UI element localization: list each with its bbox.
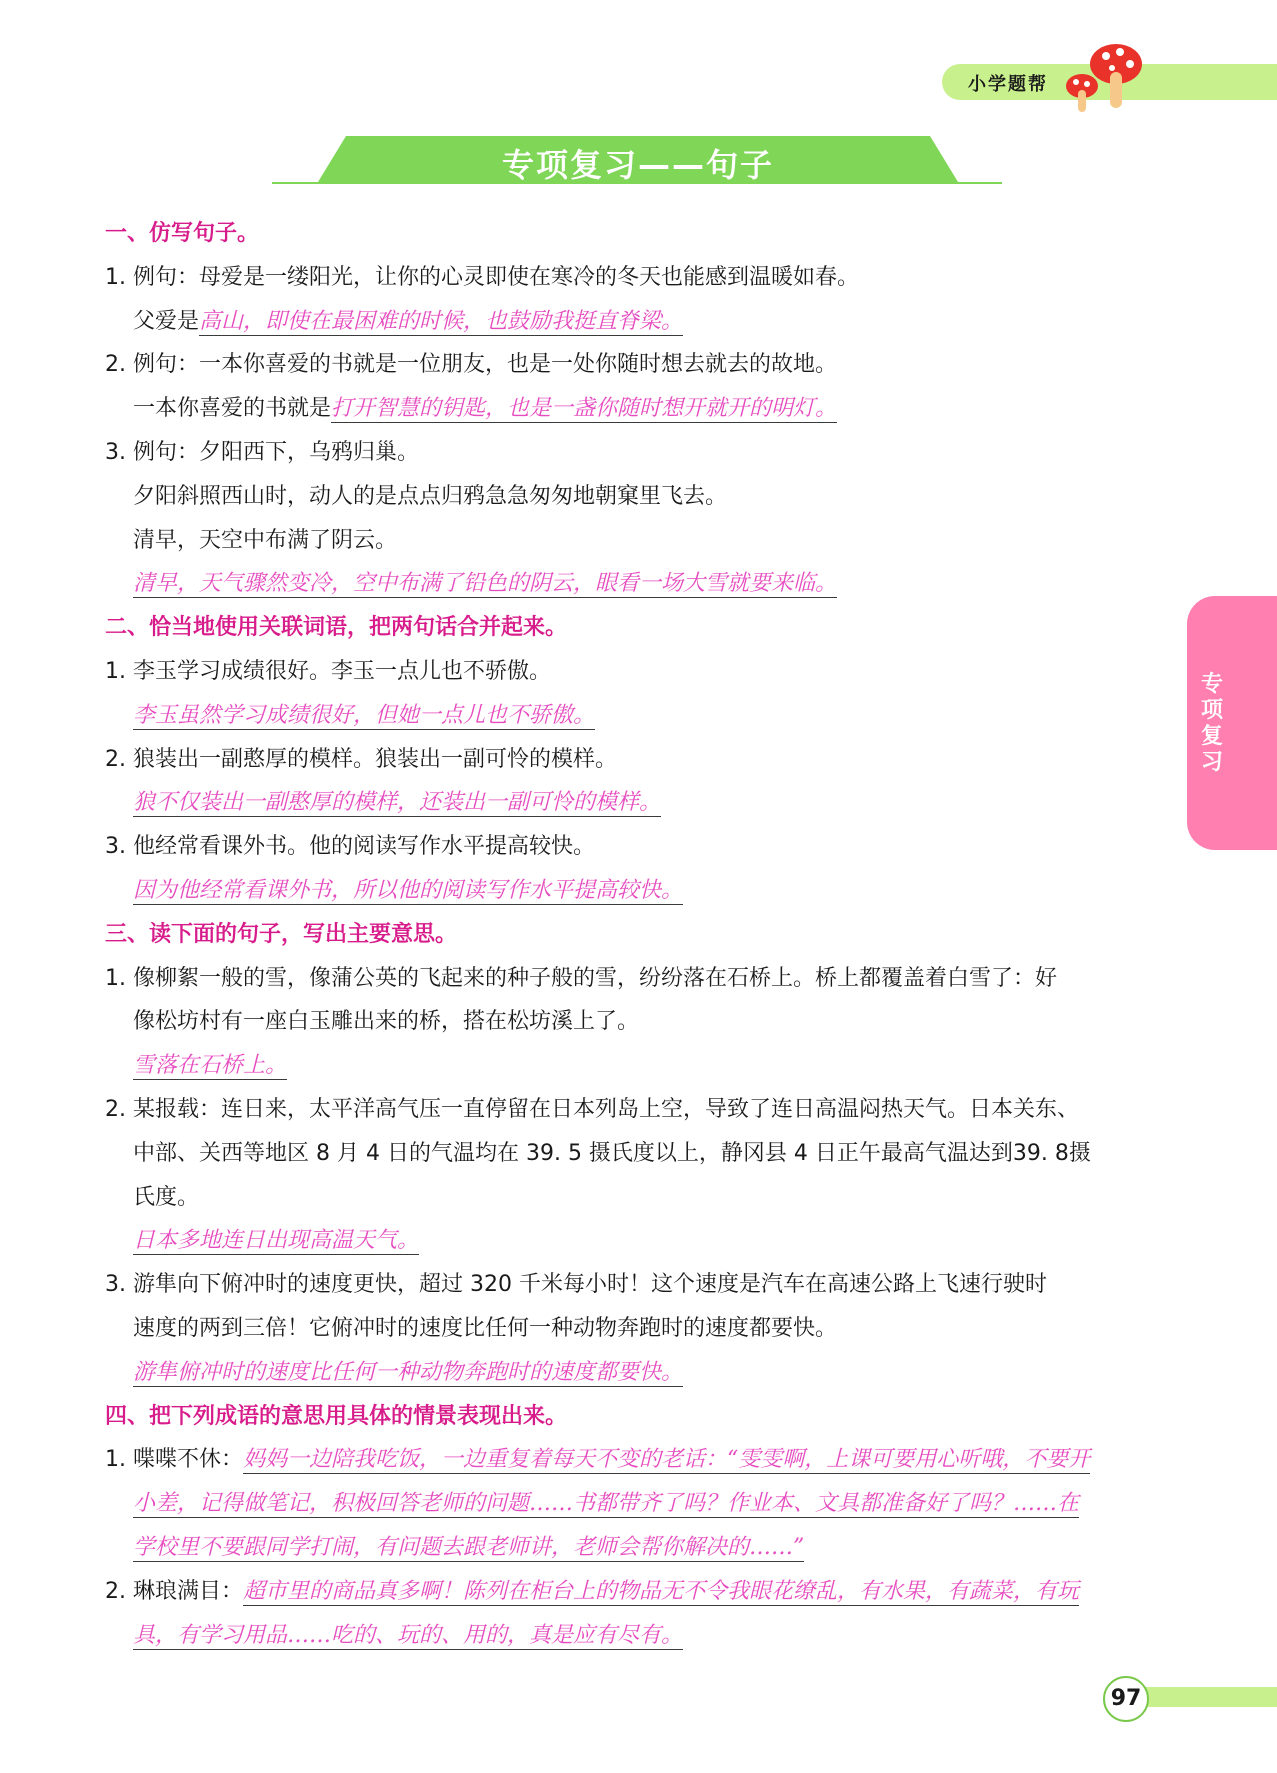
answer-text: 妈妈一边陪我吃饭，一边重复着每天不变的老话：“雯雯啊，上课可要用心听哦，不要开 [243,1447,1091,1473]
question-number: 1. [105,658,126,684]
question-number: 3. [105,834,126,860]
answer-text: 狼不仅装出一副憨厚的模样，还装出一副可怜的模样。 [133,790,662,816]
page-title: 专项复习——句子 [501,146,774,184]
brand-label: 小学题帮 [968,74,1048,95]
question-text: 他经常看课外书。他的阅读写作水平提高较快。 [133,834,596,860]
question [105,1263,1175,1307]
question-text: 氏度。 [133,1184,200,1210]
answer-text: 雪落在石桥上。 [133,1053,288,1079]
question-text: 像松坊村有一座白玉雕出来的桥，搭在松坊溪上了。 [133,1009,640,1035]
question-text: 某报载：连日来，太平洋高气压一直停留在日本列岛上空，导致了连日高温闷热天气。日本关东、 [133,1096,1080,1122]
question-text: 夕阳斜照西山时，动人的是点点归鸦急急匆匆地朝窠里飞去。 [133,483,728,509]
answer-text: 超市里的商品真多啊！陈列在柜台上的物品无不令我眼花缭乱，有水果，有蔬菜，有玩 [243,1578,1080,1604]
answer-line [105,1526,1175,1570]
question [105,431,1175,475]
page-number: 97 [1103,1676,1149,1722]
question-number: 1. [105,1447,126,1473]
question-text: 例句：一本你喜爱的书就是一位朋友，也是一处你随时想去就去的故地。 [133,352,838,378]
answer-text: 打开智慧的钥匙，也是一盏你随时想开就开的明灯。 [331,396,838,422]
question-text: 速度的两到三倍！它俯冲时的速度比任何一种动物奔跑时的速度都要快。 [133,1315,838,1341]
question-number: 2. [105,352,126,378]
answer-prefix: 一本你喜爱的书就是 [133,396,332,422]
answer-text: 游隼俯冲时的速度比任何一种动物奔跑时的速度都要快。 [133,1359,684,1385]
answer-text: 具，有学习用品……吃的、玩的、用的，真是应有尽有。 [133,1622,684,1648]
answer-line [105,1351,1175,1395]
side-tab-label: 专项复习 [1200,672,1223,775]
question [105,1088,1175,1132]
answer-prefix: 父爱是 [133,308,200,334]
answer-line [105,300,1175,344]
question [105,1438,1175,1482]
question-text: 例句：夕阳西下，乌鸦归巢。 [133,439,420,465]
section-heading: 一、仿写句子。 [105,221,260,246]
section-heading: 二、恰当地使用关联词语，把两句话合并起来。 [105,615,568,641]
question-number: 2. [105,746,126,772]
question-text: 清早，天空中布满了阴云。 [133,527,398,553]
answer-line [105,869,1175,913]
question [105,957,1175,1001]
answer-text: 清早，天气骤然变冷，空中布满了铅色的阴云，眼看一场大雪就要来临。 [133,571,838,597]
worksheet-content [105,212,1175,1657]
question-text: 像柳絮一般的雪，像蒲公英的飞起来的种子般的雪，纷纷落在石桥上。桥上都覆盖着白雪了：好 [133,965,1058,991]
answer-line [105,1482,1175,1526]
question [105,256,1175,300]
question-text: 游隼向下俯冲时的速度更快，超过 320 千米每小时！这个速度是汽车在高速公路上飞速行驶时 [133,1272,1047,1298]
mushroom-icon [1060,42,1150,114]
question-number: 1. [105,264,126,290]
answer-line [105,387,1175,431]
question-number: 1. [105,965,126,991]
section-heading: 三、读下面的句子，写出主要意思。 [105,921,458,947]
question-number: 3. [105,439,126,465]
answer-line [105,1044,1175,1088]
answer-line [105,562,1175,606]
question-number: 2. [105,1578,126,1604]
answer-text: 李玉虽然学习成绩很好，但她一点儿也不骄傲。 [133,702,596,728]
answer-line [105,781,1175,825]
section-heading: 四、把下列成语的意思用具体的情景表现出来。 [105,1403,568,1429]
answer-text: 日本多地连日出现高温天气。 [133,1228,420,1254]
question-text: 李玉学习成绩很好。李玉一点儿也不骄傲。 [133,658,552,684]
question-text: 狼装出一副憨厚的模样。狼装出一副可怜的模样。 [133,746,618,772]
question [105,650,1175,694]
question [105,738,1175,782]
question-text: 例句：母爱是一缕阳光，让你的心灵即使在寒冷的冬天也能感到温暖如春。 [133,264,860,290]
idiom-term: 琳琅满目： [133,1578,244,1604]
question [105,343,1175,387]
answer-text: 高山，即使在最困难的时候，也鼓励我挺直脊梁。 [199,308,684,334]
question-number: 3. [105,1272,126,1298]
answer-line [105,1219,1175,1263]
question [105,825,1175,869]
answer-text: 因为他经常看课外书，所以他的阅读写作水平提高较快。 [133,877,684,903]
answer-text: 小差，记得做笔记，积极回答老师的问题……书都带齐了吗？作业本、文具都准备好了吗？……在 [133,1491,1080,1517]
question-text: 中部、关西等地区 8 月 4 日的气温均在 39. 5 摄氏度以上，静冈县 4 日正午最高气温达到39. 8摄 [133,1140,1091,1166]
idiom-term: 喋喋不休： [133,1447,244,1473]
question [105,1570,1175,1614]
answer-line [105,1614,1175,1658]
answer-line [105,694,1175,738]
question-number: 2. [105,1096,126,1122]
answer-text: 学校里不要跟同学打闹，有问题去跟老师讲，老师会帮你解决的……” [133,1534,805,1560]
